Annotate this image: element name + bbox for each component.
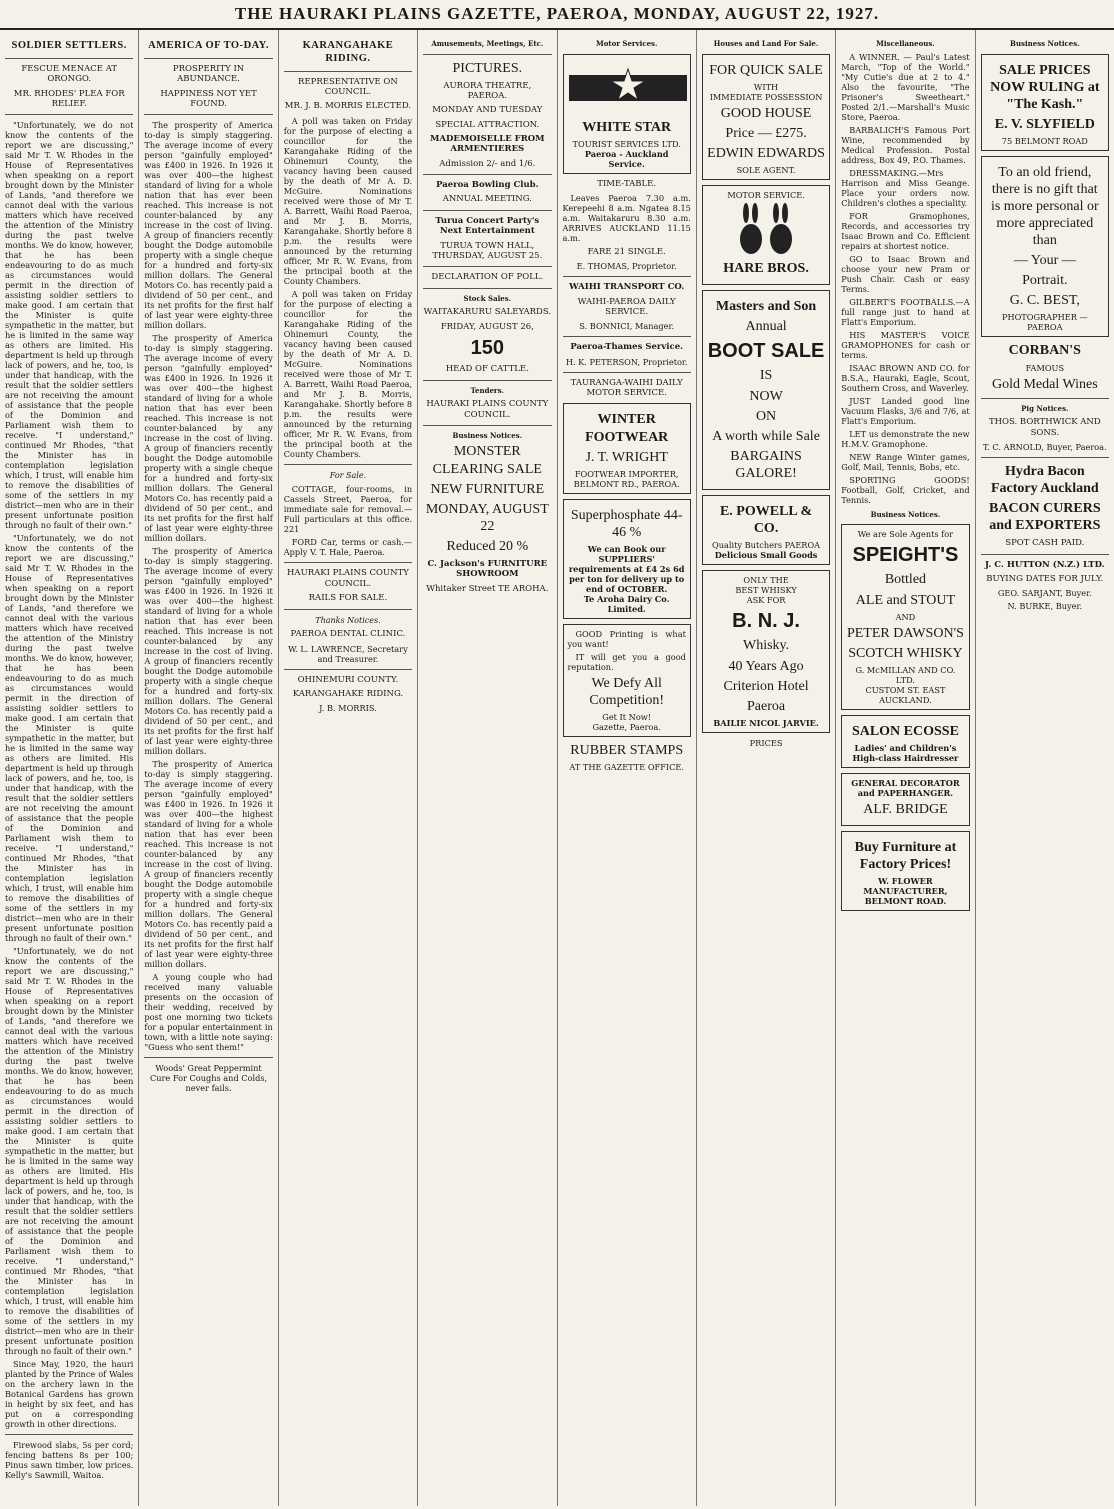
superphosphate: Superphosphate 44-46 % (570, 507, 683, 540)
possession: IMMEDIATE POSSESSION (709, 91, 823, 102)
and: AND (895, 611, 916, 622)
bottled: Bottled (884, 572, 927, 588)
section-business: Business Notices. (870, 509, 941, 519)
show-days: MONDAY AND TUESDAY (432, 105, 543, 116)
prices: PRICES (749, 737, 783, 748)
article-subtitle-2: MR. J. B. MORRIS ELECTED. (284, 101, 412, 112)
boot-sale: BOOT SALE (707, 340, 825, 363)
column-4 (418, 30, 557, 1506)
sole-agents: We are Sole Agents for (857, 529, 954, 540)
article-title: AMERICA OF TO-DAY. (148, 40, 270, 51)
salon-sub: Ladies' and Children's High-class Hairdresser (852, 742, 959, 763)
butchers-ad (702, 495, 830, 565)
misc-ad: NEW Range Winter games, Golf, Mail, Tennis, Bobs, etc. (841, 451, 970, 472)
curers: BACON CURERS and EXPORTERS (989, 501, 1101, 534)
buy-furniture: Buy Furniture at Factory Prices! (854, 839, 957, 872)
fare: FARE 21 SINGLE. (587, 246, 666, 257)
bridge: ALF. BRIDGE (863, 801, 948, 817)
tender-council: HAURAKI PLAINS COUNTY COUNCIL. (426, 399, 549, 420)
salon: SALON ECOSSE (851, 723, 959, 739)
cattle-label: HEAD OF CATTLE. (445, 364, 529, 375)
portrait-ad (981, 156, 1109, 338)
section-pig: Pig Notices. (1021, 403, 1069, 413)
article-title: KARANGAHAKE RIDING. (302, 40, 394, 64)
riding-heading: KARANGAHAKE RIDING. (292, 688, 404, 699)
spot-cash: SPOT CASH PAID. (1005, 538, 1085, 549)
rabbit-logo-icon (726, 203, 806, 257)
article-subtitle: REPRESENTATIVE ON COUNCIL. (298, 76, 398, 97)
slyfield: E. V. SLYFIELD (994, 116, 1095, 132)
cattle-count: 150 (470, 336, 504, 359)
rubber-stamps: RUBBER STAMPS (570, 743, 684, 759)
whisky-ad (702, 570, 830, 733)
section-heading: Houses and Land For Sale. (713, 39, 819, 48)
years-ago: 40 Years Ago (728, 658, 804, 674)
column-2 (139, 30, 278, 1506)
jackson-address: Whitaker Street TE AROHA. (426, 583, 549, 594)
misc-ad: FOR Gramophones, Records, and accessories try Isaac Brown and Co. Efficient repairs at shortest notice. (841, 210, 970, 251)
motor-service: MOTOR SERVICE. (727, 189, 805, 200)
company-sub: TOURIST SERVICES LTD. (572, 138, 681, 149)
reputation-line: IT will get you a good reputation. (567, 651, 686, 672)
paeroa: Paeroa (747, 698, 786, 714)
timetable-label: TIME-TABLE. (597, 178, 657, 189)
defy: We Defy All Competition! (589, 675, 665, 708)
famous: FAMOUS (1025, 362, 1065, 373)
sole-agent: SOLE AGENT. (736, 164, 796, 175)
section-heading: Miscellaneous. (876, 39, 935, 48)
article-title: SOLDIER SETTLERS. (11, 40, 127, 51)
article-body-2: The prosperity of America to-day is simply staggering. The average income of every person "gainfully employed" was £400 in 1926. In 1926 it was over 400—the highest standard of living for a whole nation that has ever been reached. This increase is not counter-balanced by any increase in the cost of living. A group of financiers recently bought the Dodge automobile property with a single cheque for a hundred and forty-six million dollars. The General Motors Co. has recently paid a dividend of 50 per cent., and its net profits for the first half of last year were eighty-three million dollars. (144, 333, 273, 544)
signature: W. L. LAWRENCE, Secretary and Treasurer. (288, 643, 408, 664)
proprietor: H. K. PETERSON, Proprietor. (565, 356, 688, 367)
section-heading: Motor Services. (595, 39, 658, 48)
tauranga-service: TAURANGA-WAIHI DAILY MOTOR SERVICE. (570, 377, 683, 399)
council-heading: HAURAKI PLAINS COUNTY COUNCIL. (287, 568, 409, 589)
timetable: Leaves Paeroa 7.30 a.m. Kerepeehi 8 a.m. Ngatea 8.15 a.m. Waitakaruru 8.30 a.m. ARRIVES AUCKLAND 11.15 a.m. (562, 192, 691, 243)
hare-bros: HARE BROS. (723, 260, 809, 276)
boot-sale-ad (702, 290, 830, 490)
custom-st: CUSTOM ST. EAST AUCKLAND. (865, 684, 946, 705)
misc-ad: SPORTING GOODS! Football, Golf, Cricket, and Tennis. (841, 474, 970, 505)
wright: J. T. WRIGHT (585, 449, 668, 465)
bargains: BARGAINS GALORE! (730, 448, 802, 481)
article-body-3: "Unfortunately, we do not know the contents of the report we are discussing," said Mr T. W. Rhodes in the House of Representatives when speaking on a report brought down by the Minister of Lands, "and therefore we cannot deal with the various matters which have received the attention of the Ministry during the past twelve months. We do know, however, that he has been endeavouring to do as much as circumstances would permit in the direction of assisting soldier settlers to make good. I am certain that the Minister is quite sympathetic in the matter, but he is limited in the same way as others are limited. His department is held up through lack of powers, and he, too, is under that handicap, with the result that the soldier settlers are not receiving the amount of assistance that the people of the Dominion and Parliament wish them to receive. "I understand," continued Mr Rhodes, "that the Minister has in contemplation legislation which, I trust, will enable him to remove the disabilities of some of the settlers in my district—men who are in their present unfortunate position through no fault of their own." (5, 946, 134, 1357)
with: WITH (753, 81, 779, 92)
sale-date: FRIDAY, AUGUST 26, (440, 321, 534, 332)
sale-day: MONDAY, AUGUST 22 (425, 501, 549, 534)
misc-ad: GILBERT'S FOOTBALLS.—A full range just to hand at Flatt's Emporium. (841, 296, 970, 327)
section-thanks: Thanks Notices. (315, 615, 381, 625)
masthead: THE HAURAKI PLAINS GAZETTE, PAEROA, MONDAY, AUGUST 22, 1927. (0, 0, 1114, 30)
classified-ad: FORD Car, terms or cash.—Apply V. T. Hale, Paeroa. (283, 537, 413, 558)
section-stock: Stock Sales. (463, 293, 512, 303)
edwin-edwards: EDWIN EDWARDS (707, 145, 825, 161)
annual-meeting: ANNUAL MEETING. (442, 194, 532, 205)
dental-heading: PAEROA DENTAL CLINIC. (290, 629, 406, 640)
borthwick: THOS. BORTHWICK AND SONS. (988, 417, 1101, 438)
article-body: A poll was taken on Friday for the purpose of electing a councillor for the Karangahake Riding of the Ohinemuri County, the vacancy having been caused by the death of Mr A. D. McGuire. Nominations received were those of Mr T. A. Barrett, Waihi Road Paeroa, and Mr J. B. Morris, Karangahake. Shortly before 8 p.m. the results were announced by the returning officer, Mr R. W. Evans, from the principal booth at the County Chambers. (283, 115, 413, 286)
section-business: Business Notices. (452, 430, 523, 440)
sale-prices: SALE PRICES NOW RULING at "The Kash." (990, 62, 1100, 112)
misc-ad: BARBALICH'S Famous Port Wine, recommended by Medical Profession. Postal address, Box 49, P.O. Thames. (841, 124, 970, 165)
mcmillan: G. McMILLAN AND CO. LTD. (855, 664, 956, 685)
butchers: Quality Butchers PAEROA (712, 540, 821, 551)
reduced: Reduced 20 % (446, 538, 529, 554)
buying-dates: BUYING DATES FOR JULY. (986, 573, 1104, 584)
burke: N. BURKE, Buyer. (1007, 601, 1083, 612)
article-subtitle-2: MR. RHODES' PLEA FOR RELIEF. (13, 88, 125, 109)
whisky: Whisky. (742, 638, 790, 654)
misc-ad: GO to Isaac Brown and choose your new Pram or Push Chair. Cash or easy Terms. (841, 253, 970, 294)
column-7 (836, 30, 975, 1506)
section-tenders: Tenders. (470, 385, 504, 395)
friend: To an old friend, there is no gift that is more personal or more appreciated than (990, 164, 1099, 249)
is: IS (759, 368, 773, 384)
general: GENERAL DECORATOR and PAPERHANGER. (851, 777, 960, 798)
new-furniture: NEW FURNITURE (430, 481, 545, 497)
column-6 (697, 30, 836, 1506)
rails-heading: RAILS FOR SALE. (308, 593, 388, 604)
powell: E. POWELL & CO. (719, 503, 813, 537)
dairy-co: Te Aroha Dairy Co. Limited. (583, 593, 670, 614)
on: ON (755, 408, 777, 424)
misc-ad: HIS MASTER'S VOICE GRAMOPHONES for cash or terms. (841, 329, 970, 360)
misc-ad: LET us demonstrate the new H.M.V. Gramophone. (841, 428, 970, 449)
scotch: SCOTCH WHISKY (848, 645, 963, 661)
waihi-transport: WAIHI TRANSPORT CO. (569, 282, 685, 293)
white-star-ad (563, 54, 691, 174)
now: NOW (749, 388, 783, 404)
turua-concert: Turua Concert Party's Next Entertainment (435, 215, 540, 237)
photographer: PHOTOGRAPHER — PAEROA (1001, 312, 1088, 333)
article-body: The prosperity of America to-day is simply staggering. The average income of every person "gainfully employed" was £400 in 1926. In 1926 it was over 400—the highest standard of living for a whole nation that has ever been reached. This increase is not counter-balanced by any increase in the cost of living. A group of financiers recently bought the Dodge automobile property with a single cheque for a hundred and forty-six million dollars. The General Motors Co. has recently paid a dividend of 50 per cent., and its net profits for the first half of last year were eighty-three million dollars. (144, 120, 273, 331)
bnj: B. N. J. (732, 610, 800, 633)
route: Paeroa - Auckland Service. (584, 148, 669, 169)
hutton: J. C. HUTTON (N.Z.) LTD. (985, 559, 1105, 570)
article-body-4: The prosperity of America to-day is simply staggering. The average income of every person "gainfully employed" was £400 in 1926. In 1926 it was over 400—the highest standard of living for a whole nation that has ever been reached. This increase is not counter-balanced by any increase in the cost of living. A group of financiers recently bought the Dodge automobile property with a single cheque for a hundred and forty-six million dollars. The General Motors Co. has recently paid a dividend of 50 per cent., and its net profits for the first half of last year were eighty-three million dollars. (144, 759, 273, 970)
article-body: "Unfortunately, we do not know the contents of the report we are discussing," said Mr T. W. Rhodes in the House of Representatives when speaking on a report brought down by the Minister of Lands, "and therefore we cannot deal with the various matters which have received the attention of the Ministry during the past twelve months. We do know, however, that he has been endeavouring to do as much as circumstances would permit in the direction of assisting soldier settlers to make good. I am certain that the Minister is quite sympathetic in the matter, but he is limited in the same way as others are limited. His department is held up through lack of powers, and he, too, is under that handicap, with the result that the soldier settlers are not receiving the amount of assistance that the people of the Dominion and Parliament wish them to receive. "I understand," continued Mr Rhodes, "that the Minister has in contemplation legislation which, I trust, will enable him to remove the disabilities of some of the settlers in my district—men who are in their present unfortunate position through no fault of their own." (5, 120, 134, 531)
super-ad (563, 499, 691, 619)
admission: Admission 2/- and 1/6. (439, 158, 536, 169)
newspaper-page (0, 30, 1114, 1506)
hare-bros-ad (702, 185, 830, 285)
flower: W. FLOWER MANUFACTURER, BELMONT ROAD. (863, 876, 948, 907)
good-house: GOOD HOUSE (720, 105, 812, 121)
bowling-club: Paeroa Bowling Club. (436, 180, 539, 191)
portrait: Portrait. (1022, 273, 1068, 289)
corbans: CORBAN'S (1008, 343, 1081, 359)
poll-declaration: DECLARATION OF POLL. (431, 272, 544, 283)
article-body-2: A poll was taken on Friday for the purpose of electing a councillor for the Karangahake Riding of the Ohinemuri County, the vacancy having been caused by the death of Mr A. D. McGuire. Nominations received were those of Mr T. A. Barrett, Waihi Road Paeroa, and Mr J. B. Morris, Karangahake. Shortly before 8 p.m. the results were announced by the returning officer, Mr R. W. Evans, from the principal booth at the County Chambers. (283, 288, 413, 459)
gold-medal: Gold Medal Wines (991, 376, 1098, 392)
masters-son: Masters and Son (715, 298, 817, 314)
kash-ad (981, 54, 1109, 151)
price: Price — £275. (725, 125, 807, 141)
waihi-service: WAIHI-PAEROA DAILY SERVICE. (577, 296, 676, 318)
best-whisky: BEST WHISKY (735, 585, 797, 596)
speights: SPEIGHT'S (852, 544, 959, 567)
article-body-3: The prosperity of America to-day is simply staggering. The average income of every person "gainfully employed" was £400 in 1926. In 1926 it was over 400—the highest standard of living for a whole nation that has ever been reached. This increase is not counter-balanced by any increase in the cost of living. A group of financiers recently bought the Dodge automobile property with a single cheque for a hundred and forty-six million dollars. The General Motors Co. has recently paid a dividend of 50 per cent., and its net profits for the first half of last year were eighty-three million dollars. (144, 546, 273, 757)
worth-while: A worth while Sale (712, 428, 820, 444)
salon-ad (841, 715, 969, 768)
hydra: Hydra Bacon Factory Auckland (990, 463, 1099, 496)
wright-sub: FOOTWEAR IMPORTER, BELMONT RD., PAEROA. (573, 468, 680, 489)
book-text: We can Book our SUPPLIERS' requirements at £4 2s 6d per ton for delivery up to end of OCTOBER. (568, 543, 685, 594)
only-the: ONLY THE (743, 575, 789, 586)
gazette: Gazette, Paeroa. (592, 722, 661, 733)
small-ad: Firewood slabs, 5s per cord; fencing battens 8s per 100; Pinus sawn timber, low prices. Kelly's Sawmill, Waitoa. (5, 1440, 134, 1481)
misc-ad: JUST Landed good line Vacuum Flasks, 3/6 and 7/6, at Flatt's Emporium. (841, 395, 970, 426)
ask-for: ASK FOR (746, 595, 786, 606)
special-attraction: SPECIAL ATTRACTION. (435, 119, 540, 130)
county-heading: OHINEMURI COUNTY. (297, 674, 399, 685)
quick-sale: FOR QUICK SALE (709, 62, 823, 78)
section-heading: Amusements, Meetings, Etc. (431, 39, 544, 48)
belmont: 75 BELMONT ROAD (1001, 135, 1088, 146)
article-subtitle: FESCUE MENACE AT ORONGO. (21, 63, 118, 85)
gazette-office: AT THE GAZETTE OFFICE. (569, 762, 684, 773)
printing-line: GOOD Printing is what you want! (567, 628, 686, 649)
column-8 (976, 30, 1114, 1506)
speights-ad (841, 524, 969, 710)
article-body-4: Since May, 1920, the hauri planted by the Prince of Wales on the archery lawn in the Botanical Gardens has grown in height by six feet, and has put on a corresponding growth in other directions. (5, 1359, 134, 1430)
column-5 (558, 30, 697, 1506)
decorator-ad (841, 773, 969, 826)
classified-ad: COTTAGE, four-rooms, in Cassels Street, Paeroa, for immediate sale for removal.—Full particulars at this office. 221 (283, 484, 413, 535)
sarjant: GEO. SARJANT, Buyer. (997, 588, 1092, 599)
misc-ad: ISAAC BROWN AND CO. for B.S.A., Hauraki, Eagle, Scout, Southern Cross, and Waverley. (841, 362, 970, 393)
section-for-sale: For Sale. (329, 470, 367, 480)
monster-sale: MONSTER CLEARING SALE (432, 444, 542, 477)
article-body-5: A young couple who had received many valuable presents on the occasion of their wedding, received by post one morning two tickets for a popular entertainment in town, with a little note saying: "Guess who sent them!" (144, 972, 273, 1053)
arnold: T. C. ARNOLD, Buyer, Paeroa. (982, 441, 1107, 452)
turua-hall: TURUA TOWN HALL, THURSDAY, AUGUST 25. (432, 240, 543, 261)
proprietor: E. THOMAS, Proprietor. (576, 261, 677, 272)
signature: J. B. MORRIS. (319, 703, 377, 714)
column-1 (0, 30, 139, 1506)
furniture-ad (841, 831, 969, 911)
ale-stout: ALE and STOUT (855, 592, 956, 608)
winter-footwear-ad (563, 403, 691, 493)
saleyards: WAITAKARURU SALEYARDS. (423, 307, 552, 318)
column-3 (279, 30, 418, 1506)
small-ad: Woods' Great Peppermint Cure For Coughs and Colds, never fails. (149, 1063, 268, 1094)
star-logo-icon (568, 62, 688, 116)
get-it: Get It Now! (602, 712, 652, 723)
bailie: BAILIE NICOL JARVIE. (713, 717, 819, 728)
section-heading: Business Notices. (1010, 39, 1080, 48)
article-subtitle: PROSPERITY IN ABUNDANCE. (172, 63, 245, 85)
misc-ad: DRESSMAKING.—Mrs Harrison and Miss Geange. Place your orders now. Children's clothes a speciality. (841, 167, 970, 208)
your: — Your — (1013, 253, 1076, 269)
company-name: WHITE STAR (582, 119, 672, 135)
theatre-name: AURORA THEATRE, PAEROA. (443, 80, 532, 101)
film-title: MADEMOISELLE FROM ARMENTIERES (430, 134, 545, 155)
annual: Annual (745, 319, 787, 334)
smallgoods: Delicious Small Goods (714, 550, 818, 561)
winter-footwear: WINTER FOOTWEAR (585, 412, 669, 445)
manager: S. BONNICI, Manager. (579, 321, 675, 332)
paeroa-thames: Paeroa-Thames Service. (570, 342, 684, 353)
printing-ad (563, 624, 691, 737)
misc-ad: A WINNER. — Paul's Latest March, "Top of the World." "My Cutie's due at 2 to 4." Also the favourite, "The Prisoner's Sweetheart." Posted 2/1.—Marshall's Music Store, Paeroa. (841, 51, 970, 122)
pictures-heading: PICTURES. (452, 60, 523, 76)
criterion: Criterion Hotel (723, 678, 809, 694)
article-subtitle-2: HAPPINESS NOT YET FOUND. (160, 88, 257, 109)
house-sale-ad (702, 54, 830, 180)
article-body-2: "Unfortunately, we do not know the contents of the report we are discussing," said Mr T. W. Rhodes in the House of Representatives when speaking on a report brought down by the Minister of Lands, "and therefore we cannot deal with the various matters which have received the attention of the Ministry during the past twelve months. We do know, however, that he has been endeavouring to do as much as circumstances would permit in the direction of assisting soldier settlers to make good. I am certain that the Minister is quite sympathetic in the matter, but he is limited in the same way as others are limited. His department is held up through lack of powers, and he, too, is under that handicap, with the result that the soldier settlers are not receiving the amount of assistance that the people of the Dominion and Parliament wish them to receive. "I understand," continued Mr Rhodes, "that the Minister has in contemplation legislation which, I trust, will enable him to remove the disabilities of some of the settlers in my district—men who are in their present unfortunate position through no fault of their own." (5, 533, 134, 944)
dawson: PETER DAWSON'S (846, 625, 964, 641)
jackson-shop: C. Jackson's FURNITURE SHOWROOM (427, 558, 548, 580)
best: G. C. BEST, (1009, 293, 1080, 309)
